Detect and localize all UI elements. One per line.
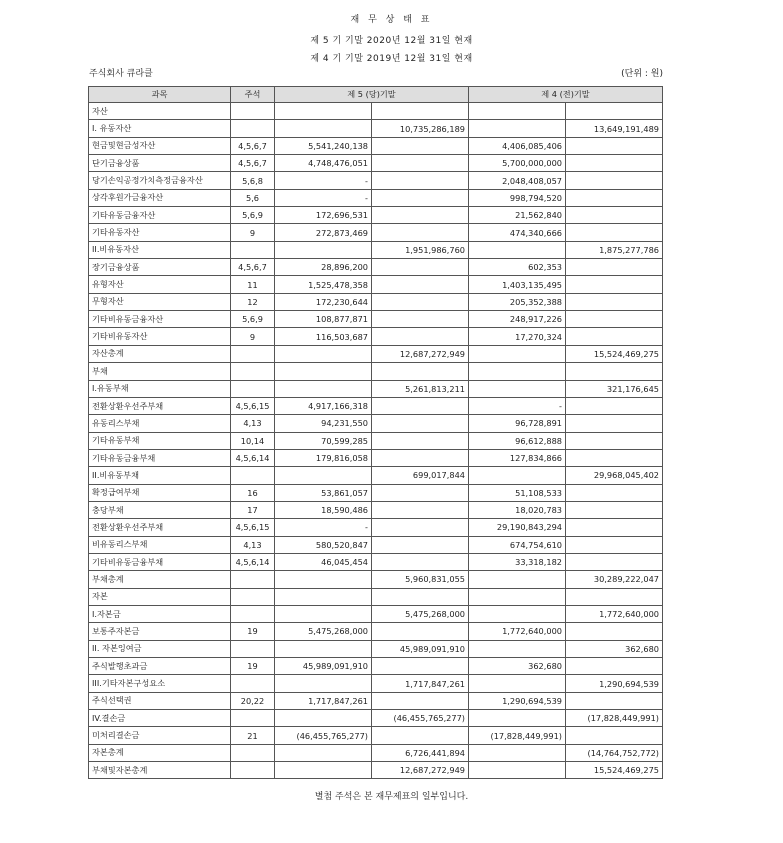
current-detail-cell: 4,917,166,318 (275, 397, 372, 414)
current-detail-cell (275, 710, 372, 727)
account-cell: III.기타자본구성요소 (89, 675, 231, 692)
table-row (89, 293, 663, 310)
note-cell: 9 (231, 224, 275, 241)
current-subtotal-cell (372, 397, 469, 414)
prior-detail-cell: 21,562,840 (469, 207, 566, 224)
prior-subtotal-cell (566, 103, 663, 120)
current-detail-cell (275, 588, 372, 605)
account-cell: II. 자본잉여금 (89, 640, 231, 657)
prior-subtotal-cell (566, 311, 663, 328)
prior-detail-cell: 96,612,888 (469, 432, 566, 449)
current-subtotal-cell: 6,726,441,894 (372, 744, 469, 761)
current-subtotal-cell: 12,687,272,949 (372, 345, 469, 362)
account-cell: I.유동부채 (89, 380, 231, 397)
table-row (89, 155, 663, 172)
current-subtotal-cell (372, 207, 469, 224)
prior-detail-cell: 127,834,866 (469, 449, 566, 466)
prior-detail-cell (469, 120, 566, 137)
account-cell: 현금및현금성자산 (89, 137, 231, 154)
prior-subtotal-cell (566, 189, 663, 206)
column-header-current: 제 5 (당)기말 (275, 87, 469, 103)
account-cell: 유형자산 (89, 276, 231, 293)
current-detail-cell: 172,230,644 (275, 293, 372, 310)
current-detail-cell: (46,455,765,277) (275, 727, 372, 744)
table-row (89, 449, 663, 466)
table-row (89, 120, 663, 137)
current-subtotal-cell (372, 137, 469, 154)
prior-subtotal-cell: 15,524,469,275 (566, 345, 663, 362)
prior-subtotal-cell (566, 553, 663, 570)
account-cell: 장기금융상품 (89, 259, 231, 276)
account-cell: 충당부채 (89, 501, 231, 518)
current-detail-cell: - (275, 519, 372, 536)
prior-detail-cell: 1,772,640,000 (469, 623, 566, 640)
account-cell: 기타유동부채 (89, 432, 231, 449)
prior-detail-cell (469, 380, 566, 397)
prior-detail-cell (469, 103, 566, 120)
table-row (89, 311, 663, 328)
note-cell: 19 (231, 623, 275, 640)
prior-detail-cell: 5,700,000,000 (469, 155, 566, 172)
table-row (89, 727, 663, 744)
unit-label: (단위 : 원) (621, 69, 663, 79)
note-cell: 4,13 (231, 415, 275, 432)
prior-subtotal-cell: 15,524,469,275 (566, 762, 663, 779)
current-subtotal-cell (372, 449, 469, 466)
note-cell: 17 (231, 501, 275, 518)
table-row (89, 276, 663, 293)
table-row (89, 675, 663, 692)
prior-subtotal-cell: 1,772,640,000 (566, 605, 663, 622)
table-row (89, 137, 663, 154)
table-row (89, 762, 663, 779)
current-subtotal-cell (372, 484, 469, 501)
table-row (89, 519, 663, 536)
table-row (89, 415, 663, 432)
current-subtotal-cell (372, 727, 469, 744)
current-subtotal-cell (372, 276, 469, 293)
prior-subtotal-cell (566, 692, 663, 709)
current-detail-cell (275, 571, 372, 588)
prior-subtotal-cell (566, 363, 663, 380)
account-cell: IV.결손금 (89, 710, 231, 727)
current-subtotal-cell: 12,687,272,949 (372, 762, 469, 779)
prior-subtotal-cell (566, 276, 663, 293)
current-detail-cell (275, 762, 372, 779)
prior-detail-cell: 96,728,891 (469, 415, 566, 432)
account-cell: 주식선택권 (89, 692, 231, 709)
prior-subtotal-cell (566, 519, 663, 536)
table-row (89, 241, 663, 258)
current-subtotal-cell: (46,455,765,277) (372, 710, 469, 727)
account-cell: 기타비유동금융부채 (89, 553, 231, 570)
prior-subtotal-cell (566, 397, 663, 414)
prior-detail-cell: 248,917,226 (469, 311, 566, 328)
note-cell: 10,14 (231, 432, 275, 449)
table-row (89, 363, 663, 380)
prior-detail-cell: 29,190,843,294 (469, 519, 566, 536)
account-cell: 전환상환우선주부채 (89, 397, 231, 414)
table-row (89, 605, 663, 622)
prior-subtotal-cell (566, 484, 663, 501)
table-row (89, 588, 663, 605)
prior-detail-cell (469, 605, 566, 622)
prior-detail-cell: 474,340,666 (469, 224, 566, 241)
current-subtotal-cell (372, 623, 469, 640)
current-detail-cell (275, 467, 372, 484)
account-cell: 전환상환우선주부채 (89, 519, 231, 536)
table-row (89, 658, 663, 675)
prior-detail-cell: 1,290,694,539 (469, 692, 566, 709)
note-cell: 21 (231, 727, 275, 744)
current-detail-cell (275, 675, 372, 692)
prior-detail-cell: 4,406,085,406 (469, 137, 566, 154)
table-header-row (89, 87, 663, 103)
current-subtotal-cell (372, 553, 469, 570)
table-row (89, 710, 663, 727)
current-detail-cell: 94,231,550 (275, 415, 372, 432)
note-cell (231, 380, 275, 397)
current-subtotal-cell (372, 692, 469, 709)
table-row (89, 259, 663, 276)
prior-detail-cell (469, 241, 566, 258)
current-subtotal-cell (372, 328, 469, 345)
prior-detail-cell: 1,403,135,495 (469, 276, 566, 293)
table-row (89, 328, 663, 345)
prior-detail-cell: 674,754,610 (469, 536, 566, 553)
note-cell (231, 675, 275, 692)
account-cell: 단기금융상품 (89, 155, 231, 172)
current-detail-cell: 116,503,687 (275, 328, 372, 345)
account-cell: 부채및자본총계 (89, 762, 231, 779)
note-cell (231, 467, 275, 484)
current-detail-cell: 53,861,057 (275, 484, 372, 501)
prior-subtotal-cell (566, 293, 663, 310)
account-cell: 기타유동금융부채 (89, 449, 231, 466)
account-cell: 주식발행초과금 (89, 658, 231, 675)
current-detail-cell: - (275, 189, 372, 206)
note-cell: 4,5,6,7 (231, 155, 275, 172)
prior-subtotal-cell (566, 432, 663, 449)
current-subtotal-cell: 5,960,831,055 (372, 571, 469, 588)
current-detail-cell (275, 120, 372, 137)
account-cell: 기타유동자산 (89, 224, 231, 241)
current-subtotal-cell: 1,951,986,760 (372, 241, 469, 258)
prior-detail-cell (469, 467, 566, 484)
note-cell (231, 571, 275, 588)
period-prior: 제 4 기 기말 2019년 12월 31일 현재 (310, 54, 473, 64)
note-cell: 11 (231, 276, 275, 293)
note-cell: 5,6,9 (231, 207, 275, 224)
note-cell: 4,5,6,14 (231, 553, 275, 570)
prior-detail-cell: - (469, 397, 566, 414)
account-cell: 자본총계 (89, 744, 231, 761)
prior-detail-cell: 33,318,182 (469, 553, 566, 570)
note-cell: 5,6,9 (231, 311, 275, 328)
prior-detail-cell: 602,353 (469, 259, 566, 276)
prior-subtotal-cell (566, 415, 663, 432)
account-cell: I. 유동자산 (89, 120, 231, 137)
prior-detail-cell (469, 710, 566, 727)
note-cell (231, 103, 275, 120)
note-cell: 20,22 (231, 692, 275, 709)
account-cell: 자산 (89, 103, 231, 120)
column-header-account: 과목 (89, 87, 231, 103)
note-cell (231, 120, 275, 137)
current-subtotal-cell: 5,261,813,211 (372, 380, 469, 397)
current-subtotal-cell (372, 519, 469, 536)
prior-subtotal-cell (566, 623, 663, 640)
note-cell: 4,5,6,7 (231, 259, 275, 276)
column-header-prior: 제 4 (전)기말 (469, 87, 663, 103)
prior-detail-cell: 998,794,520 (469, 189, 566, 206)
prior-detail-cell (469, 744, 566, 761)
current-subtotal-cell: 1,717,847,261 (372, 675, 469, 692)
current-detail-cell (275, 380, 372, 397)
prior-subtotal-cell (566, 727, 663, 744)
table-row (89, 189, 663, 206)
prior-subtotal-cell (566, 536, 663, 553)
note-cell: 4,13 (231, 536, 275, 553)
account-cell: I.자본금 (89, 605, 231, 622)
table-row (89, 623, 663, 640)
current-subtotal-cell: 699,017,844 (372, 467, 469, 484)
prior-subtotal-cell (566, 588, 663, 605)
current-subtotal-cell (372, 293, 469, 310)
prior-subtotal-cell (566, 328, 663, 345)
note-cell: 4,5,6,14 (231, 449, 275, 466)
current-subtotal-cell (372, 189, 469, 206)
current-subtotal-cell (372, 363, 469, 380)
statement-title: 재 무 상 태 표 (350, 15, 433, 25)
account-cell: 무형자산 (89, 293, 231, 310)
current-subtotal-cell (372, 155, 469, 172)
note-cell: 12 (231, 293, 275, 310)
table-row (89, 345, 663, 362)
prior-detail-cell (469, 345, 566, 362)
table-row (89, 397, 663, 414)
company-name: 주식회사 큐라클 (89, 69, 153, 79)
account-cell: 기타비유동자산 (89, 328, 231, 345)
prior-detail-cell: 51,108,533 (469, 484, 566, 501)
current-detail-cell: 4,748,476,051 (275, 155, 372, 172)
prior-subtotal-cell: 362,680 (566, 640, 663, 657)
note-cell (231, 241, 275, 258)
prior-detail-cell (469, 588, 566, 605)
prior-detail-cell (469, 640, 566, 657)
current-subtotal-cell: 45,989,091,910 (372, 640, 469, 657)
table-row (89, 484, 663, 501)
current-detail-cell: 70,599,285 (275, 432, 372, 449)
note-cell (231, 762, 275, 779)
prior-subtotal-cell: 29,968,045,402 (566, 467, 663, 484)
current-detail-cell: 5,541,240,138 (275, 137, 372, 154)
note-cell (231, 588, 275, 605)
account-cell: 기타유동금융자산 (89, 207, 231, 224)
prior-detail-cell: 362,680 (469, 658, 566, 675)
prior-subtotal-cell: 30,289,222,047 (566, 571, 663, 588)
current-subtotal-cell (372, 224, 469, 241)
current-detail-cell: 272,873,469 (275, 224, 372, 241)
current-subtotal-cell (372, 103, 469, 120)
prior-subtotal-cell (566, 259, 663, 276)
table-row (89, 553, 663, 570)
current-detail-cell: 5,475,268,000 (275, 623, 372, 640)
prior-detail-cell (469, 571, 566, 588)
current-subtotal-cell (372, 259, 469, 276)
account-cell: 유동리스부채 (89, 415, 231, 432)
note-cell: 5,6,8 (231, 172, 275, 189)
table-row (89, 432, 663, 449)
current-subtotal-cell (372, 536, 469, 553)
table-row (89, 103, 663, 120)
account-cell: 미처리결손금 (89, 727, 231, 744)
account-cell: 부채총계 (89, 571, 231, 588)
prior-detail-cell: 2,048,408,057 (469, 172, 566, 189)
note-cell: 4,5,6,15 (231, 397, 275, 414)
current-subtotal-cell (372, 172, 469, 189)
account-cell: 자산총계 (89, 345, 231, 362)
table-row (89, 224, 663, 241)
prior-detail-cell (469, 363, 566, 380)
note-cell (231, 345, 275, 362)
account-cell: 당기손익공정가치측정금융자산 (89, 172, 231, 189)
prior-subtotal-cell (566, 155, 663, 172)
current-detail-cell (275, 640, 372, 657)
prior-detail-cell: 18,020,783 (469, 501, 566, 518)
note-cell: 4,5,6,7 (231, 137, 275, 154)
prior-subtotal-cell (566, 172, 663, 189)
current-detail-cell: 108,877,871 (275, 311, 372, 328)
table-row (89, 172, 663, 189)
current-subtotal-cell (372, 311, 469, 328)
note-cell: 19 (231, 658, 275, 675)
current-subtotal-cell: 10,735,286,189 (372, 120, 469, 137)
prior-subtotal-cell (566, 224, 663, 241)
current-subtotal-cell (372, 501, 469, 518)
table-row (89, 571, 663, 588)
note-cell (231, 605, 275, 622)
prior-subtotal-cell (566, 501, 663, 518)
account-cell: 상각후원가금융자산 (89, 189, 231, 206)
column-header-note: 주석 (231, 87, 275, 103)
period-current: 제 5 기 기말 2020년 12월 31일 현재 (310, 36, 473, 46)
prior-subtotal-cell: 1,875,277,786 (566, 241, 663, 258)
current-subtotal-cell (372, 415, 469, 432)
current-detail-cell (275, 605, 372, 622)
table-row (89, 501, 663, 518)
table-row (89, 536, 663, 553)
current-detail-cell (275, 103, 372, 120)
current-detail-cell (275, 744, 372, 761)
prior-subtotal-cell: (17,828,449,991) (566, 710, 663, 727)
account-cell: 부채 (89, 363, 231, 380)
note-cell: 9 (231, 328, 275, 345)
footer-note: 별첨 주석은 본 재무제표의 일부입니다. (314, 792, 469, 802)
prior-subtotal-cell (566, 137, 663, 154)
prior-subtotal-cell: 321,176,645 (566, 380, 663, 397)
table-row (89, 467, 663, 484)
note-cell (231, 363, 275, 380)
prior-subtotal-cell: (14,764,752,772) (566, 744, 663, 761)
prior-subtotal-cell (566, 449, 663, 466)
current-subtotal-cell (372, 588, 469, 605)
prior-subtotal-cell (566, 207, 663, 224)
prior-subtotal-cell (566, 658, 663, 675)
current-detail-cell (275, 345, 372, 362)
current-detail-cell (275, 363, 372, 380)
prior-detail-cell (469, 675, 566, 692)
account-cell: II.비유동자산 (89, 241, 231, 258)
balance-sheet-table (88, 86, 663, 779)
current-detail-cell: 172,696,531 (275, 207, 372, 224)
note-cell: 5,6 (231, 189, 275, 206)
prior-detail-cell: 205,352,388 (469, 293, 566, 310)
current-detail-cell: 580,520,847 (275, 536, 372, 553)
current-detail-cell: 46,045,454 (275, 553, 372, 570)
account-cell: 비유동리스부채 (89, 536, 231, 553)
current-subtotal-cell (372, 658, 469, 675)
prior-subtotal-cell: 1,290,694,539 (566, 675, 663, 692)
account-cell: 보통주자본금 (89, 623, 231, 640)
current-detail-cell: 18,590,486 (275, 501, 372, 518)
current-subtotal-cell: 5,475,268,000 (372, 605, 469, 622)
current-subtotal-cell (372, 432, 469, 449)
account-cell: II.비유동부채 (89, 467, 231, 484)
account-cell: 확정급여부채 (89, 484, 231, 501)
account-cell: 자본 (89, 588, 231, 605)
note-cell (231, 710, 275, 727)
table-row (89, 744, 663, 761)
current-detail-cell: 45,989,091,910 (275, 658, 372, 675)
account-cell: 기타비유동금융자산 (89, 311, 231, 328)
current-detail-cell: 1,525,478,358 (275, 276, 372, 293)
note-cell: 4,5,6,15 (231, 519, 275, 536)
prior-subtotal-cell: 13,649,191,489 (566, 120, 663, 137)
prior-detail-cell (469, 762, 566, 779)
table-body (89, 103, 663, 779)
prior-detail-cell: 17,270,324 (469, 328, 566, 345)
table-row (89, 640, 663, 657)
current-detail-cell: - (275, 172, 372, 189)
table-row (89, 692, 663, 709)
note-cell (231, 744, 275, 761)
current-detail-cell: 179,816,058 (275, 449, 372, 466)
current-detail-cell (275, 241, 372, 258)
table-row (89, 207, 663, 224)
note-cell: 16 (231, 484, 275, 501)
note-cell (231, 640, 275, 657)
current-detail-cell: 1,717,847,261 (275, 692, 372, 709)
table-row (89, 380, 663, 397)
prior-detail-cell: (17,828,449,991) (469, 727, 566, 744)
current-detail-cell: 28,896,200 (275, 259, 372, 276)
